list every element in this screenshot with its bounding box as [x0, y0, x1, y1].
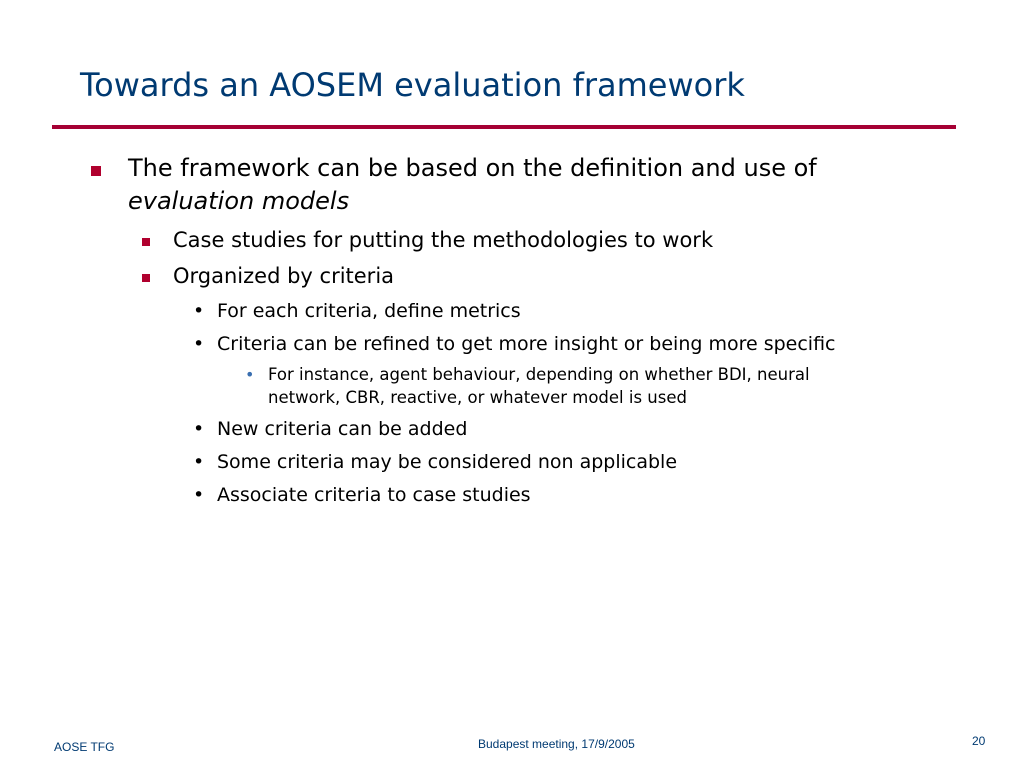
bullet-level4-text-continued: network, CBR, reactive, or whatever model is used [268, 388, 687, 407]
square-bullet-icon [142, 238, 150, 246]
square-bullet-icon [142, 274, 150, 282]
dot-bullet-icon: • [193, 484, 205, 506]
bullet-level4-text: For instance, agent behaviour, depending on whether BDI, neural [268, 365, 810, 384]
dot-bullet-icon: • [193, 418, 205, 440]
bullet-level3-text: Some criteria may be considered non applicable [217, 451, 678, 473]
bullet-level3-text: Associate criteria to case studies [217, 484, 531, 506]
title-divider [52, 125, 956, 129]
slide-title: Towards an AOSEM evaluation framework [80, 66, 745, 104]
dot-bullet-icon: • [193, 333, 205, 355]
square-bullet-icon [91, 166, 101, 176]
bullet-level3-text: Criteria can be refined to get more insight or being more specific [217, 333, 836, 355]
bullet-level3-text: New criteria can be added [217, 418, 468, 440]
bullet-level2-text: Case studies for putting the methodologies to work [173, 228, 714, 252]
footer-center: Budapest meeting, 17/9/2005 [478, 737, 635, 751]
bullet-level1-text: The framework can be based on the definition and use of [128, 154, 817, 182]
page-number: 20 [972, 734, 986, 748]
dot-bullet-icon: • [193, 451, 205, 473]
bullet-level1-emphasis: evaluation models [128, 187, 350, 215]
footer-left: AOSE TFG [54, 740, 115, 754]
bullet-level2-text: Organized by criteria [173, 264, 395, 288]
bullet-level3-text: For each criteria, define metrics [217, 300, 521, 322]
dot-bullet-icon: • [245, 365, 255, 384]
dot-bullet-icon: • [193, 300, 205, 322]
